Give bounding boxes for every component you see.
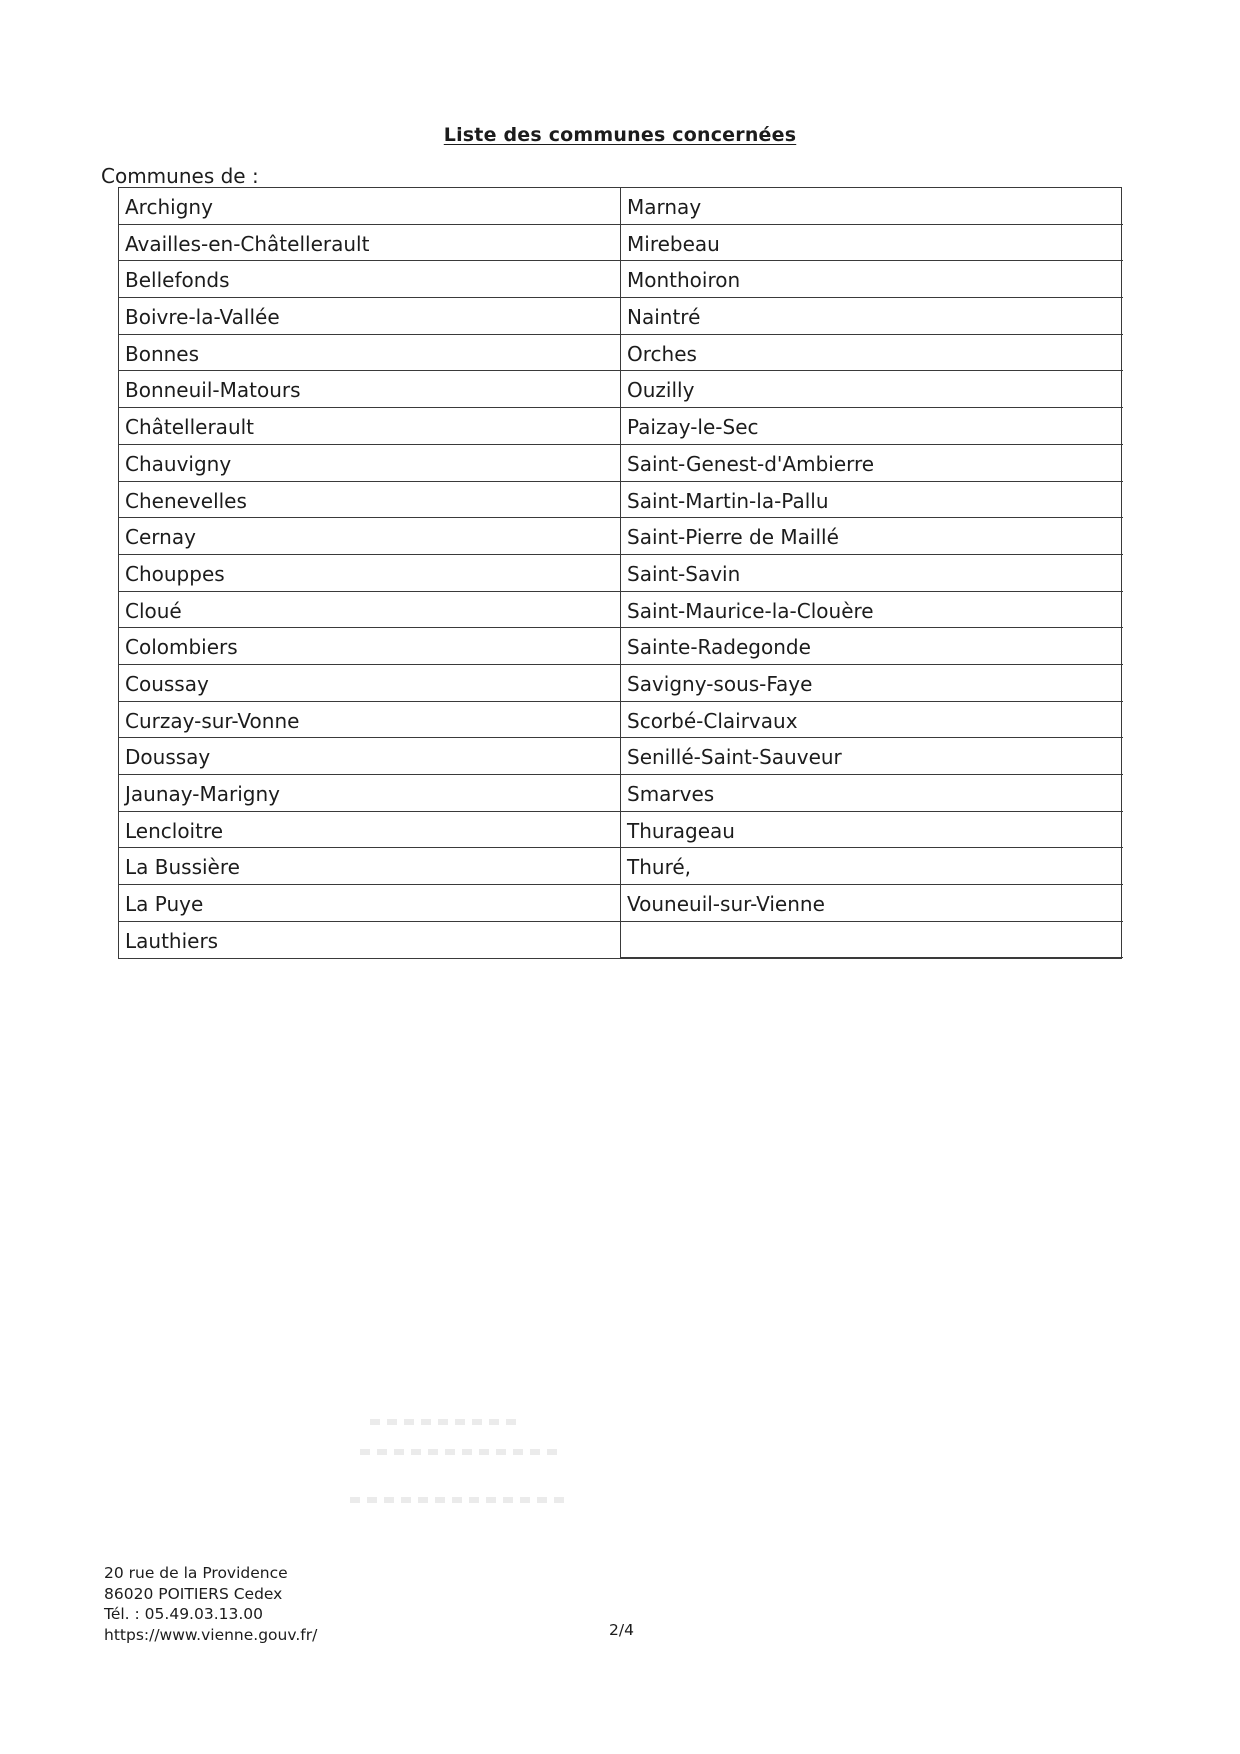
- commune-cell: Savigny-sous-Faye: [621, 665, 1123, 702]
- commune-cell: Cernay: [119, 518, 620, 555]
- footer-street: 20 rue de la Providence: [104, 1564, 288, 1582]
- commune-cell: Thuré,: [621, 848, 1123, 885]
- commune-cell: Orches: [621, 335, 1123, 372]
- commune-cell: Boivre-la-Vallée: [119, 298, 620, 335]
- commune-cell: Naintré: [621, 298, 1123, 335]
- footer-city: 86020 POITIERS Cedex: [104, 1584, 283, 1603]
- commune-cell: La Puye: [119, 885, 620, 922]
- page-number: 2/4: [609, 1621, 634, 1639]
- communes-column-left: [119, 188, 621, 958]
- commune-cell: Ouzilly: [621, 371, 1123, 408]
- commune-cell: Lauthiers: [125, 928, 219, 953]
- commune-cell: Doussay: [119, 738, 620, 775]
- commune-cell: Thurageau: [621, 812, 1123, 849]
- footer-website-link[interactable]: https://www.vienne.gouv.fr/: [104, 1625, 318, 1644]
- commune-cell: Saint-Martin-la-Pallu: [621, 482, 1123, 519]
- footer-phone: Tél. : 05.49.03.13.00: [104, 1605, 264, 1623]
- commune-cell: Availles-en-Châtellerault: [119, 225, 620, 262]
- commune-cell: Chauvigny: [119, 445, 620, 482]
- commune-cell: Jaunay-Marigny: [119, 775, 620, 812]
- commune-cell: Colombiers: [119, 628, 620, 665]
- commune-cell: Bonneuil-Matours: [119, 371, 620, 408]
- communes-column-right: [621, 188, 1123, 958]
- scan-bleed-through-mark: [330, 1400, 590, 1530]
- commune-cell: Coussay: [119, 665, 620, 702]
- commune-cell: Chenevelles: [119, 482, 620, 519]
- commune-cell: Vouneuil-sur-Vienne: [621, 885, 1123, 922]
- commune-cell: Mirebeau: [621, 225, 1123, 262]
- commune-cell: Marnay: [621, 188, 1123, 225]
- commune-cell: Saint-Genest-d'Ambierre: [621, 445, 1123, 482]
- commune-cell: Bellefonds: [119, 261, 620, 298]
- commune-cell: Sainte-Radegonde: [621, 628, 1123, 665]
- commune-cell: Smarves: [621, 775, 1123, 812]
- commune-cell: Saint-Pierre de Maillé: [621, 518, 1123, 555]
- commune-cell: Lencloitre: [119, 812, 620, 849]
- commune-cell: Chouppes: [119, 555, 620, 592]
- commune-cell: Curzay-sur-Vonne: [119, 702, 620, 739]
- intro-label: Communes de :: [101, 164, 259, 188]
- commune-cell: Bonnes: [119, 335, 620, 372]
- footer-address-block: [104, 1563, 317, 1645]
- commune-cell-empty: [621, 922, 1123, 959]
- commune-cell: Paizay-le-Sec: [621, 408, 1123, 445]
- commune-cell: Senillé-Saint-Sauveur: [621, 738, 1123, 775]
- commune-cell: Saint-Savin: [621, 555, 1123, 592]
- commune-cell: Scorbé-Clairvaux: [621, 702, 1123, 739]
- commune-cell: Cloué: [119, 592, 620, 629]
- document-title: Liste des communes concernées: [443, 124, 797, 146]
- commune-cell: La Bussière: [119, 848, 620, 885]
- commune-cell: Châtellerault: [119, 408, 620, 445]
- communes-table: [118, 187, 1122, 959]
- commune-cell: Saint-Maurice-la-Clouère: [621, 592, 1123, 629]
- commune-cell: Monthoiron: [621, 261, 1123, 298]
- commune-cell: Archigny: [119, 188, 620, 225]
